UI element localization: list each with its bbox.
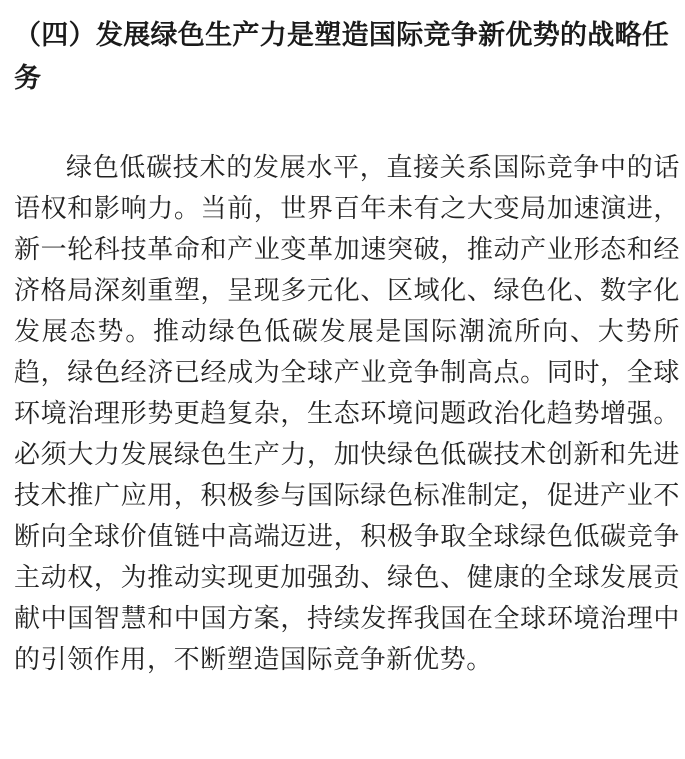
section-heading: （四）发展绿色生产力是塑造国际竞争新优势的战略任务: [14, 20, 670, 94]
body-paragraph: 绿色低碳技术的发展水平，直接关系国际竞争中的话语权和影响力。当前，世界百年未有之大变局加速演进，新一轮科技革命和产业变革加速突破，推动产业形态和经济格局深刻重塑，呈现多元化、区域化、绿色化、数字化发展态势。推动绿色低碳发展是国际潮流所向、大势所趋，绿色经济已经成为全球产业竞争制高点。同时，全球环境治理形势更趋复杂，生态环境问题政治化趋势增强。必须大力发展绿色生产力，加快绿色低碳技术创新和先进技术推广应用，积极参与国际绿色标准制定，促进产业不断向全球价值链中高端迈进，积极争取全球绿色低碳竞争主动权，为推动实现更加强劲、绿色、健康的全球发展贡献中国智慧和中国方案，持续发挥我国在全球环境治理中的引领作用，不断塑造国际竞争新优势。: [14, 153, 680, 675]
document-body: [14, 14, 680, 681]
